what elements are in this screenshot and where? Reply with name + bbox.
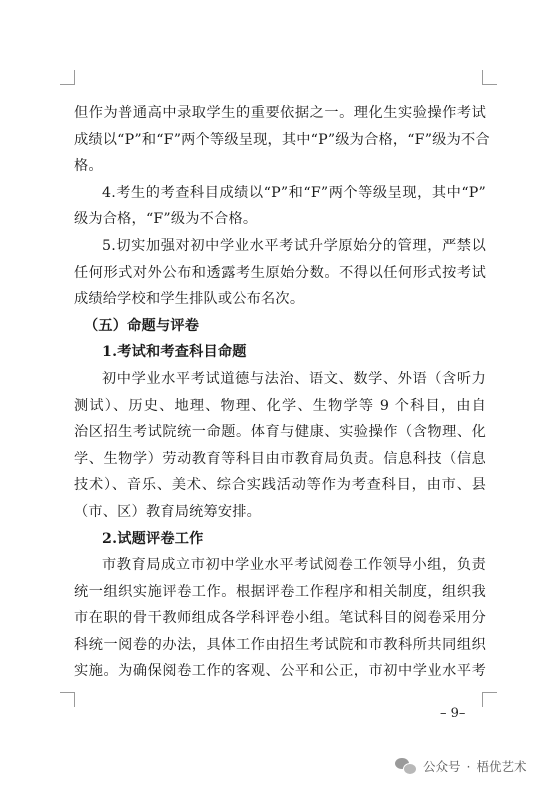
text-line: 科统一阅卷的办法，具体工作由招生考试院和市教科所共同组织 bbox=[74, 636, 486, 653]
text-line: 实施。为确保阅卷工作的客观、公平和公正，市初中学业水平考 bbox=[74, 663, 486, 680]
text-line: 市在职的骨干教师组成各学科评卷小组。笔试科目的阅卷采用分 bbox=[74, 610, 486, 627]
text-line: 学、生物学）劳动教育等科目由市教育局负责。信息科技（信息 bbox=[74, 450, 486, 467]
platform-label: 公众号 bbox=[423, 759, 461, 774]
subsection-heading: 1.考试和考查科目命题 bbox=[102, 344, 247, 361]
crop-mark-top-right bbox=[482, 70, 497, 85]
text-line: 统一组织实施评卷工作。根据评卷工作程序和相关制度，组织我 bbox=[74, 583, 486, 600]
crop-mark-top-left bbox=[60, 70, 75, 85]
text-line: 成绩以“P”和“F”两个等级呈现，其中“P”级为合格，“F”级为不合 bbox=[74, 131, 490, 148]
text-line: 格。 bbox=[74, 158, 103, 175]
text-line: 治区招生考试院统一命题。体育与健康、实验操作（含物理、化 bbox=[74, 424, 486, 441]
text-line: 级为合格，“F”级为不合格。 bbox=[74, 211, 258, 228]
wechat-icon bbox=[395, 758, 417, 774]
text-line: 任何形式对外公布和透露考生原始分数。不得以任何形式按考试 bbox=[74, 264, 486, 281]
watermark-footer bbox=[395, 757, 527, 775]
separator-dot: · bbox=[466, 758, 471, 774]
text-line: 5.切实加强对初中学业水平考试升学原始分的管理，严禁以 bbox=[102, 237, 486, 254]
text-line: 但作为普通高中录取学生的重要依据之一。理化生实验操作考试 bbox=[74, 105, 486, 121]
text-line: 测试）、历史、地理、物理、化学、生物学等 9 个科目，由自 bbox=[74, 397, 486, 414]
crop-mark-bottom-right bbox=[482, 692, 497, 707]
crop-mark-bottom-left bbox=[60, 692, 75, 707]
text-line: 4.考生的考查科目成绩以“P”和“F”两个等级呈现，其中“P” bbox=[102, 184, 486, 201]
text-line: 市教育局成立市初中学业水平考试阅卷工作领导小组，负责 bbox=[102, 557, 486, 574]
page-number: – 9– bbox=[440, 706, 466, 721]
text-line: 技术）、音乐、美术、综合实践活动等作为考查科目，由市、县 bbox=[74, 477, 486, 494]
account-name: 梧优艺术 bbox=[476, 759, 527, 774]
text-line: 成绩给学校和学生排队或公布名次。 bbox=[74, 291, 305, 308]
text-line: （市、区）教育局统筹安排。 bbox=[74, 503, 262, 520]
section-heading: （五）命题与评卷 bbox=[84, 317, 200, 334]
subsection-heading: 2.试题评卷工作 bbox=[102, 530, 204, 547]
text-line: 初中学业水平考试道德与法治、语文、数学、外语（含听力 bbox=[102, 370, 486, 387]
document-body bbox=[74, 100, 490, 685]
